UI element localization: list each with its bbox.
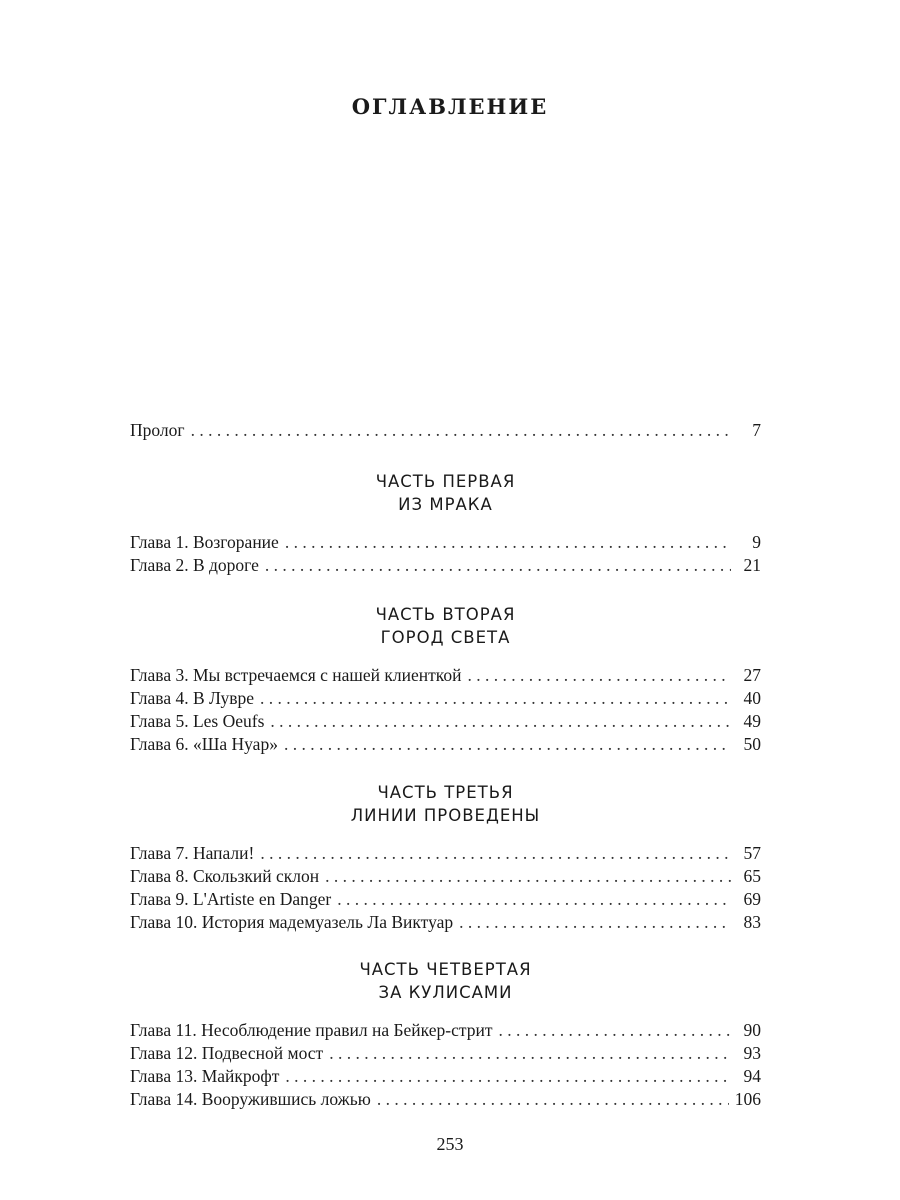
leader-dots (459, 911, 731, 934)
toc-entry[interactable] (130, 842, 761, 865)
entry-label: Глава 2. В дороге (130, 555, 259, 575)
part-subtitle: ЗА КУЛИСАМИ (378, 983, 513, 1002)
toc-entry[interactable] (130, 1088, 761, 1111)
part-heading: ЧАСТЬ ПЕРВАЯ (375, 472, 516, 491)
leader-dots (337, 888, 731, 911)
toc-entry[interactable] (130, 687, 761, 710)
toc-entry[interactable] (130, 1065, 761, 1088)
leader-dots (260, 687, 731, 710)
leader-dots (284, 733, 731, 756)
toc-entry[interactable] (130, 733, 761, 756)
leader-dots (285, 531, 731, 554)
page-number: 253 (436, 1134, 464, 1154)
part-heading: ЧАСТЬ ВТОРАЯ (375, 605, 516, 624)
part-heading: ЧАСТЬ ТРЕТЬЯ (377, 783, 514, 802)
toc-entry[interactable] (130, 664, 761, 687)
entry-page: 69 (743, 889, 761, 909)
toc-entry[interactable] (130, 1042, 761, 1065)
entry-label: Глава 13. Майкрофт (130, 1066, 280, 1086)
entry-page: 94 (743, 1066, 761, 1086)
page-title: ОГЛАВЛЕНИЕ (351, 94, 549, 119)
entry-page: 49 (743, 711, 761, 731)
toc-prologue (130, 419, 761, 442)
toc-part-4 (130, 958, 761, 1111)
entry-page: 50 (743, 734, 761, 754)
leader-dots (498, 1019, 731, 1042)
part-subtitle: ИЗ МРАКА (398, 495, 493, 514)
toc-entry[interactable] (130, 554, 761, 577)
entry-label: Пролог (130, 420, 185, 440)
toc-entry[interactable] (130, 710, 761, 733)
entry-page: 27 (743, 665, 761, 685)
entry-label: Глава 11. Несоблюдение правил на Бейкер-стрит (130, 1020, 493, 1040)
entry-page: 65 (743, 866, 761, 886)
entry-label: Глава 14. Вооружившись ложью (130, 1089, 371, 1109)
leader-dots (468, 664, 731, 687)
toc-entry[interactable] (130, 531, 761, 554)
toc-entry[interactable] (130, 911, 761, 934)
toc-entry[interactable] (130, 1019, 761, 1042)
leader-dots (285, 1065, 731, 1088)
entry-label: Глава 12. Подвесной мост (130, 1043, 324, 1063)
entry-label: Глава 9. L'Artiste en Danger (130, 889, 332, 909)
leader-dots (377, 1088, 729, 1111)
leader-dots (265, 554, 731, 577)
entry-label: Глава 1. Возгорание (130, 532, 279, 552)
leader-dots (325, 865, 731, 888)
toc-part-2 (130, 603, 761, 756)
entry-page: 106 (734, 1089, 761, 1109)
entry-page: 21 (743, 555, 761, 575)
toc-entry[interactable] (130, 865, 761, 888)
entry-page: 7 (752, 420, 761, 440)
entry-page: 57 (743, 843, 761, 863)
entry-page: 83 (743, 912, 761, 932)
entry-page: 90 (743, 1020, 761, 1040)
entry-page: 40 (743, 688, 761, 708)
leader-dots (260, 842, 731, 865)
entry-label: Глава 5. Les Oeufs (130, 711, 265, 731)
entry-page: 9 (752, 532, 761, 552)
entry-label: Глава 7. Напали! (130, 843, 255, 863)
entry-label: Глава 4. В Лувре (130, 688, 254, 708)
leader-dots (191, 419, 731, 442)
part-subtitle: ЛИНИИ ПРОВЕДЕНЫ (350, 806, 541, 825)
part-subtitle: ГОРОД СВЕТА (380, 628, 511, 647)
toc-part-1 (130, 470, 761, 577)
leader-dots (270, 710, 731, 733)
leader-dots (329, 1042, 731, 1065)
toc-entry[interactable] (130, 888, 761, 911)
entry-label: Глава 8. Скользкий склон (130, 866, 320, 886)
part-heading: ЧАСТЬ ЧЕТВЕРТАЯ (359, 960, 532, 979)
entry-label: Глава 10. История мадемуазель Ла Виктуар (130, 912, 454, 932)
toc-entry[interactable] (130, 419, 761, 442)
entry-label: Глава 3. Мы встречаемся с нашей клиенткой (130, 665, 462, 685)
entry-label: Глава 6. «Ша Нуар» (130, 734, 278, 754)
entry-page: 93 (743, 1043, 761, 1063)
toc-part-3 (130, 781, 761, 934)
